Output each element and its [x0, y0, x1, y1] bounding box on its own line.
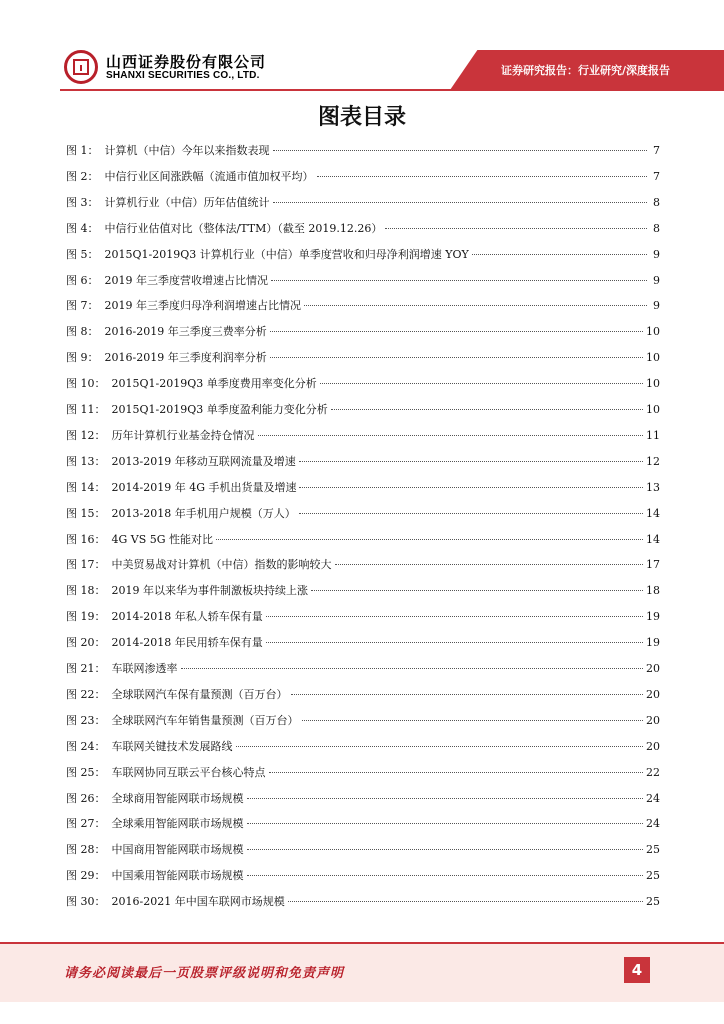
toc-page-number: 24 [646, 791, 660, 805]
toc-entry[interactable] [66, 194, 660, 212]
toc-page-number: 25 [646, 843, 660, 857]
toc-page-number: 24 [646, 817, 660, 831]
toc-entry[interactable] [66, 349, 660, 367]
footer-divider [0, 942, 724, 944]
toc-figure-number: 图 28： [66, 843, 106, 857]
toc-figure-number: 图 14： [66, 480, 106, 494]
toc-page-number: 20 [646, 739, 660, 753]
toc-entry[interactable] [66, 272, 660, 290]
toc-leader-dots [304, 305, 647, 306]
toc-figure-number: 图 19： [66, 610, 106, 624]
toc-page-number: 20 [646, 662, 660, 675]
toc-leader-dots [247, 798, 644, 799]
toc-leader-dots [271, 280, 647, 281]
toc-entry[interactable] [66, 168, 660, 186]
toc-entry[interactable] [66, 712, 660, 730]
toc-leader-dots [299, 487, 643, 488]
toc-figure-title: 2019 年三季度归母净利润增速占比情况 [104, 299, 301, 313]
toc-leader-dots [311, 590, 643, 591]
toc-page-number: 20 [646, 713, 660, 727]
toc-page-number: 19 [646, 610, 660, 624]
toc-figure-title: 2013-2019 年移动互联网流量及增速 [111, 454, 296, 468]
toc-entry[interactable] [66, 815, 660, 833]
page-number: 4 [624, 957, 650, 983]
toc-figure-title: 2014-2019 年 4G 手机出货量及增速 [111, 480, 297, 494]
toc-leader-dots [331, 409, 643, 410]
toc-leader-dots [266, 616, 643, 617]
toc-figure-title: 中信行业估值对比（整体法/TTM）（截至 2019.12.26） [104, 221, 383, 235]
toc-figure-title: 2014-2018 年民用轿车保有量 [111, 636, 263, 650]
toc-leader-dots [258, 435, 644, 436]
toc-figure-number: 图 9： [66, 351, 99, 365]
toc-page-number: 8 [653, 195, 660, 209]
toc-page-number: 12 [646, 454, 660, 468]
toc-figure-title: 车联网关键技术发展路线 [111, 739, 233, 753]
toc-figure-number: 图 11： [66, 403, 106, 416]
toc-figure-title: 2015Q1-2019Q3 计算机行业（中信）单季度营收和归母净利润增速 YOY [104, 247, 469, 261]
toc-figure-number: 图 20： [66, 636, 106, 650]
toc-entry[interactable] [66, 453, 660, 471]
page-header [0, 0, 724, 100]
toc-entry[interactable] [66, 505, 660, 523]
toc-page-number: 7 [653, 144, 660, 157]
toc-page-number: 9 [653, 299, 660, 313]
toc-page-number: 25 [646, 895, 660, 909]
toc-figure-title: 全球联网汽车年销售量预测（百万台） [111, 713, 299, 727]
toc-figure-title: 全球联网汽车保有量预测（百万台） [111, 687, 288, 701]
toc-leader-dots [299, 461, 643, 462]
toc-figure-title: 2019 年三季度营收增速占比情况 [104, 273, 268, 287]
toc-leader-dots [181, 668, 644, 669]
toc-leader-dots [288, 901, 643, 902]
toc-leader-dots [269, 772, 644, 773]
toc-figure-number: 图 2： [66, 169, 99, 183]
toc-figure-title: 2016-2019 年三季度利润率分析 [104, 351, 267, 365]
header-divider [60, 89, 724, 91]
toc-page-number: 14 [646, 532, 660, 546]
toc-figure-title: 4G VS 5G 性能对比 [111, 532, 214, 546]
toc-page-number: 22 [646, 765, 660, 779]
toc-figure-number: 图 24： [66, 739, 106, 753]
toc-entry[interactable] [66, 608, 660, 626]
toc-page-number: 13 [646, 480, 660, 494]
toc-entry[interactable] [66, 323, 660, 341]
company-name-cn: 山西证券股份有限公司 [106, 53, 267, 71]
toc-figure-title: 历年计算机行业基金持仓情况 [111, 428, 255, 442]
toc-entry[interactable] [66, 297, 660, 315]
toc-leader-dots [266, 642, 643, 643]
toc-page-number: 10 [646, 351, 660, 365]
toc-page-number: 17 [646, 558, 660, 572]
toc-entry[interactable] [66, 686, 660, 704]
toc-leader-dots [216, 539, 643, 540]
toc-figure-title: 中国乘用智能网联市场规模 [111, 869, 244, 883]
toc-entry[interactable] [66, 479, 660, 497]
toc-leader-dots [273, 150, 648, 151]
toc-page-number: 11 [646, 428, 660, 442]
toc-figure-title: 计算机（中信）今年以来指数表现 [104, 144, 270, 157]
toc-figure-number: 图 23： [66, 713, 106, 727]
toc-page-number: 7 [653, 169, 660, 183]
toc-figure-title: 2015Q1-2019Q3 单季度盈利能力变化分析 [111, 403, 328, 416]
toc-entry[interactable] [66, 531, 660, 549]
toc-entry[interactable] [66, 841, 660, 859]
toc-figure-title: 2016-2019 年三季度三费率分析 [104, 325, 267, 339]
toc-figure-number: 图 4： [66, 221, 99, 235]
toc-figure-number: 图 30： [66, 895, 106, 909]
toc-entry[interactable] [66, 738, 660, 756]
toc-page-number: 10 [646, 377, 660, 391]
toc-entry[interactable] [66, 142, 660, 160]
toc-figure-number: 图 21： [66, 662, 106, 675]
toc-figure-number: 图 3： [66, 195, 99, 209]
toc-figure-title: 车联网协同互联云平台核心特点 [111, 765, 266, 779]
toc-figure-number: 图 15： [66, 506, 106, 520]
toc-figure-number: 图 6： [66, 273, 99, 287]
toc-figure-number: 图 1： [66, 144, 99, 157]
toc-figure-title: 2014-2018 年私人轿车保有量 [111, 610, 263, 624]
toc-leader-dots [236, 746, 644, 747]
toc-leader-dots [247, 849, 644, 850]
toc-page-number: 10 [646, 403, 660, 416]
toc-page-number: 25 [646, 869, 660, 883]
toc-figure-number: 图 7： [66, 299, 99, 313]
page-title: 图表目录 [317, 105, 406, 130]
toc-leader-dots [273, 202, 648, 203]
toc-entry[interactable] [66, 401, 660, 419]
toc-figure-title: 计算机行业（中信）历年估值统计 [104, 195, 270, 209]
toc-entry[interactable] [66, 375, 660, 393]
toc-entry[interactable] [66, 867, 660, 885]
toc-figure-number: 图 29： [66, 869, 106, 883]
toc-page-number: 20 [646, 687, 660, 701]
toc-leader-dots [270, 357, 643, 358]
toc-entry[interactable] [66, 246, 660, 264]
toc-figure-number: 图 22： [66, 687, 106, 701]
toc-figure-number: 图 27： [66, 817, 106, 831]
toc-leader-dots [247, 875, 644, 876]
toc-entry[interactable] [66, 790, 660, 808]
toc-page-number: 9 [653, 273, 660, 287]
toc-entry[interactable] [66, 893, 660, 911]
toc-leader-dots [247, 823, 644, 824]
toc-figure-title: 2013-2018 年手机用户规模（万人） [111, 506, 296, 520]
toc-figure-title: 2019 年以来华为事件制激板块持续上涨 [111, 584, 308, 598]
toc-entry[interactable] [66, 660, 660, 678]
toc-page-number: 14 [646, 506, 660, 520]
toc-entry[interactable] [66, 556, 660, 574]
toc-figure-number: 图 10： [66, 377, 106, 391]
report-type-label: 证券研究报告：行业研究/深度报告 [500, 64, 670, 77]
toc-leader-dots [291, 694, 644, 695]
toc-page-number: 19 [646, 636, 660, 650]
toc-entry[interactable] [66, 220, 660, 238]
toc-figure-number: 图 26： [66, 791, 106, 805]
toc-entry[interactable] [66, 427, 660, 445]
toc-figure-number: 图 18： [66, 584, 106, 598]
toc-entry[interactable] [66, 634, 660, 652]
toc-figure-title: 全球商用智能网联市场规模 [111, 791, 244, 805]
toc-figure-number: 图 5： [66, 247, 99, 261]
toc-figure-number: 图 17： [66, 558, 106, 572]
toc-page-number: 9 [653, 247, 660, 261]
toc-figure-number: 图 25： [66, 765, 106, 779]
toc-entry[interactable] [66, 764, 660, 782]
company-name-en: SHANXI SECURITIES CO., LTD. [106, 70, 260, 81]
toc-leader-dots [270, 331, 643, 332]
toc-leader-dots [302, 720, 644, 721]
company-logo-icon [64, 50, 98, 84]
toc-page-number: 8 [653, 221, 660, 235]
toc-figure-number: 图 12： [66, 428, 106, 442]
toc-leader-dots [472, 254, 647, 255]
toc-figure-title: 中美贸易战对计算机（中信）指数的影响较大 [111, 558, 332, 572]
toc-figure-number: 图 8： [66, 325, 99, 339]
toc-page-number: 18 [646, 584, 660, 598]
toc-figure-title: 2015Q1-2019Q3 单季度费用率变化分析 [111, 377, 317, 391]
toc-leader-dots [317, 176, 648, 177]
toc-leader-dots [320, 383, 643, 384]
toc-figure-title: 全球乘用智能网联市场规模 [111, 817, 244, 831]
toc-entry[interactable] [66, 582, 660, 600]
toc-leader-dots [299, 513, 643, 514]
toc-page-number: 10 [646, 325, 660, 339]
toc-figure-title: 中国商用智能网联市场规模 [111, 843, 244, 857]
toc-leader-dots [385, 228, 647, 229]
toc-figure-title: 中信行业区间涨跌幅（流通市值加权平均） [104, 169, 314, 183]
toc-leader-dots [335, 564, 644, 565]
toc-figure-number: 图 13： [66, 454, 106, 468]
toc-figure-title: 车联网渗透率 [111, 662, 178, 675]
toc-figure-title: 2016-2021 年中国车联网市场规模 [111, 895, 285, 909]
toc-figure-number: 图 16： [66, 532, 106, 546]
disclaimer-notice: 请务必阅读最后一页股票评级说明和免责声明 [64, 966, 345, 981]
